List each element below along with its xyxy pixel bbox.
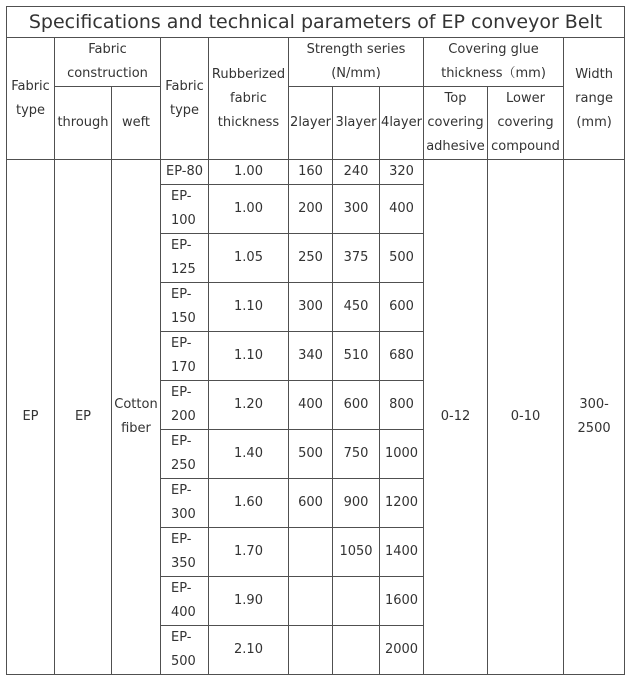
cell-2layer: 200: [289, 185, 333, 234]
cell-thickness: 1.90: [209, 577, 289, 626]
cell-2layer: 600: [289, 479, 333, 528]
cell-thickness: 1.05: [209, 234, 289, 283]
header-through: through: [55, 87, 112, 160]
header-4layer: 4layer: [380, 87, 424, 160]
cell-4layer: 2000: [380, 626, 424, 675]
table-row: [7, 160, 625, 185]
cell-2layer: 400: [289, 381, 333, 430]
cell-fabric-type: EP: [7, 160, 55, 675]
cell-thickness: 1.70: [209, 528, 289, 577]
header-weft: weft: [112, 87, 161, 160]
cell-spec-type: EP-300: [161, 479, 209, 528]
cell-2layer: [289, 528, 333, 577]
cell-3layer: 600: [333, 381, 380, 430]
cell-thickness: 1.00: [209, 185, 289, 234]
cell-3layer: 375: [333, 234, 380, 283]
cell-3layer: 300: [333, 185, 380, 234]
cell-thickness: 1.10: [209, 283, 289, 332]
cell-3layer: 750: [333, 430, 380, 479]
cell-3layer: 1050: [333, 528, 380, 577]
header-lower-covering: Lower covering compound: [488, 87, 564, 160]
header-strength-series: Strength series (N/mm): [289, 38, 424, 87]
cell-2layer: 300: [289, 283, 333, 332]
cell-spec-type: EP-500: [161, 626, 209, 675]
cell-weft: Cotton fiber: [112, 160, 161, 675]
spec-table: [6, 6, 625, 675]
cell-top-covering: 0-12: [424, 160, 488, 675]
cell-thickness: 1.40: [209, 430, 289, 479]
cell-thickness: 2.10: [209, 626, 289, 675]
cell-spec-type: EP-200: [161, 381, 209, 430]
cell-2layer: [289, 577, 333, 626]
cell-3layer: 510: [333, 332, 380, 381]
cell-through: EP: [55, 160, 112, 675]
cell-spec-type: EP-80: [161, 160, 209, 185]
header-fabric-type: Fabric type: [7, 38, 55, 160]
cell-3layer: 900: [333, 479, 380, 528]
cell-spec-type: EP-125: [161, 234, 209, 283]
cell-4layer: 1200: [380, 479, 424, 528]
cell-2layer: 160: [289, 160, 333, 185]
cell-4layer: 320: [380, 160, 424, 185]
header-fabric-type-2: Fabric type: [161, 38, 209, 160]
cell-4layer: 1000: [380, 430, 424, 479]
header-fabric-construction: Fabric construction: [55, 38, 161, 87]
cell-spec-type: EP-250: [161, 430, 209, 479]
cell-2layer: 500: [289, 430, 333, 479]
cell-spec-type: EP-100: [161, 185, 209, 234]
cell-thickness: 1.10: [209, 332, 289, 381]
cell-thickness: 1.00: [209, 160, 289, 185]
header-covering-glue: Covering glue thickness（mm): [424, 38, 564, 87]
cell-4layer: 680: [380, 332, 424, 381]
cell-lower-covering: 0-10: [488, 160, 564, 675]
cell-spec-type: EP-400: [161, 577, 209, 626]
cell-spec-type: EP-170: [161, 332, 209, 381]
cell-3layer: 240: [333, 160, 380, 185]
cell-spec-type: EP-350: [161, 528, 209, 577]
table-title: Specifications and technical parameters of EP conveyor Belt: [7, 7, 625, 38]
cell-2layer: 340: [289, 332, 333, 381]
cell-width-range: 300-2500: [564, 160, 625, 675]
cell-thickness: 1.20: [209, 381, 289, 430]
cell-4layer: 500: [380, 234, 424, 283]
cell-4layer: 1400: [380, 528, 424, 577]
cell-4layer: 800: [380, 381, 424, 430]
cell-3layer: [333, 577, 380, 626]
cell-4layer: 600: [380, 283, 424, 332]
cell-4layer: 1600: [380, 577, 424, 626]
spec-table-frame: [6, 6, 624, 675]
cell-2layer: [289, 626, 333, 675]
header-width-range: Width range (mm): [564, 38, 625, 160]
cell-4layer: 400: [380, 185, 424, 234]
header-rubberized-thickness: Rubberized fabric thickness: [209, 38, 289, 160]
cell-thickness: 1.60: [209, 479, 289, 528]
cell-spec-type: EP-150: [161, 283, 209, 332]
cell-3layer: [333, 626, 380, 675]
header-2layer: 2layer: [289, 87, 333, 160]
header-top-covering: Top covering adhesive: [424, 87, 488, 160]
cell-3layer: 450: [333, 283, 380, 332]
header-3layer: 3layer: [333, 87, 380, 160]
cell-2layer: 250: [289, 234, 333, 283]
